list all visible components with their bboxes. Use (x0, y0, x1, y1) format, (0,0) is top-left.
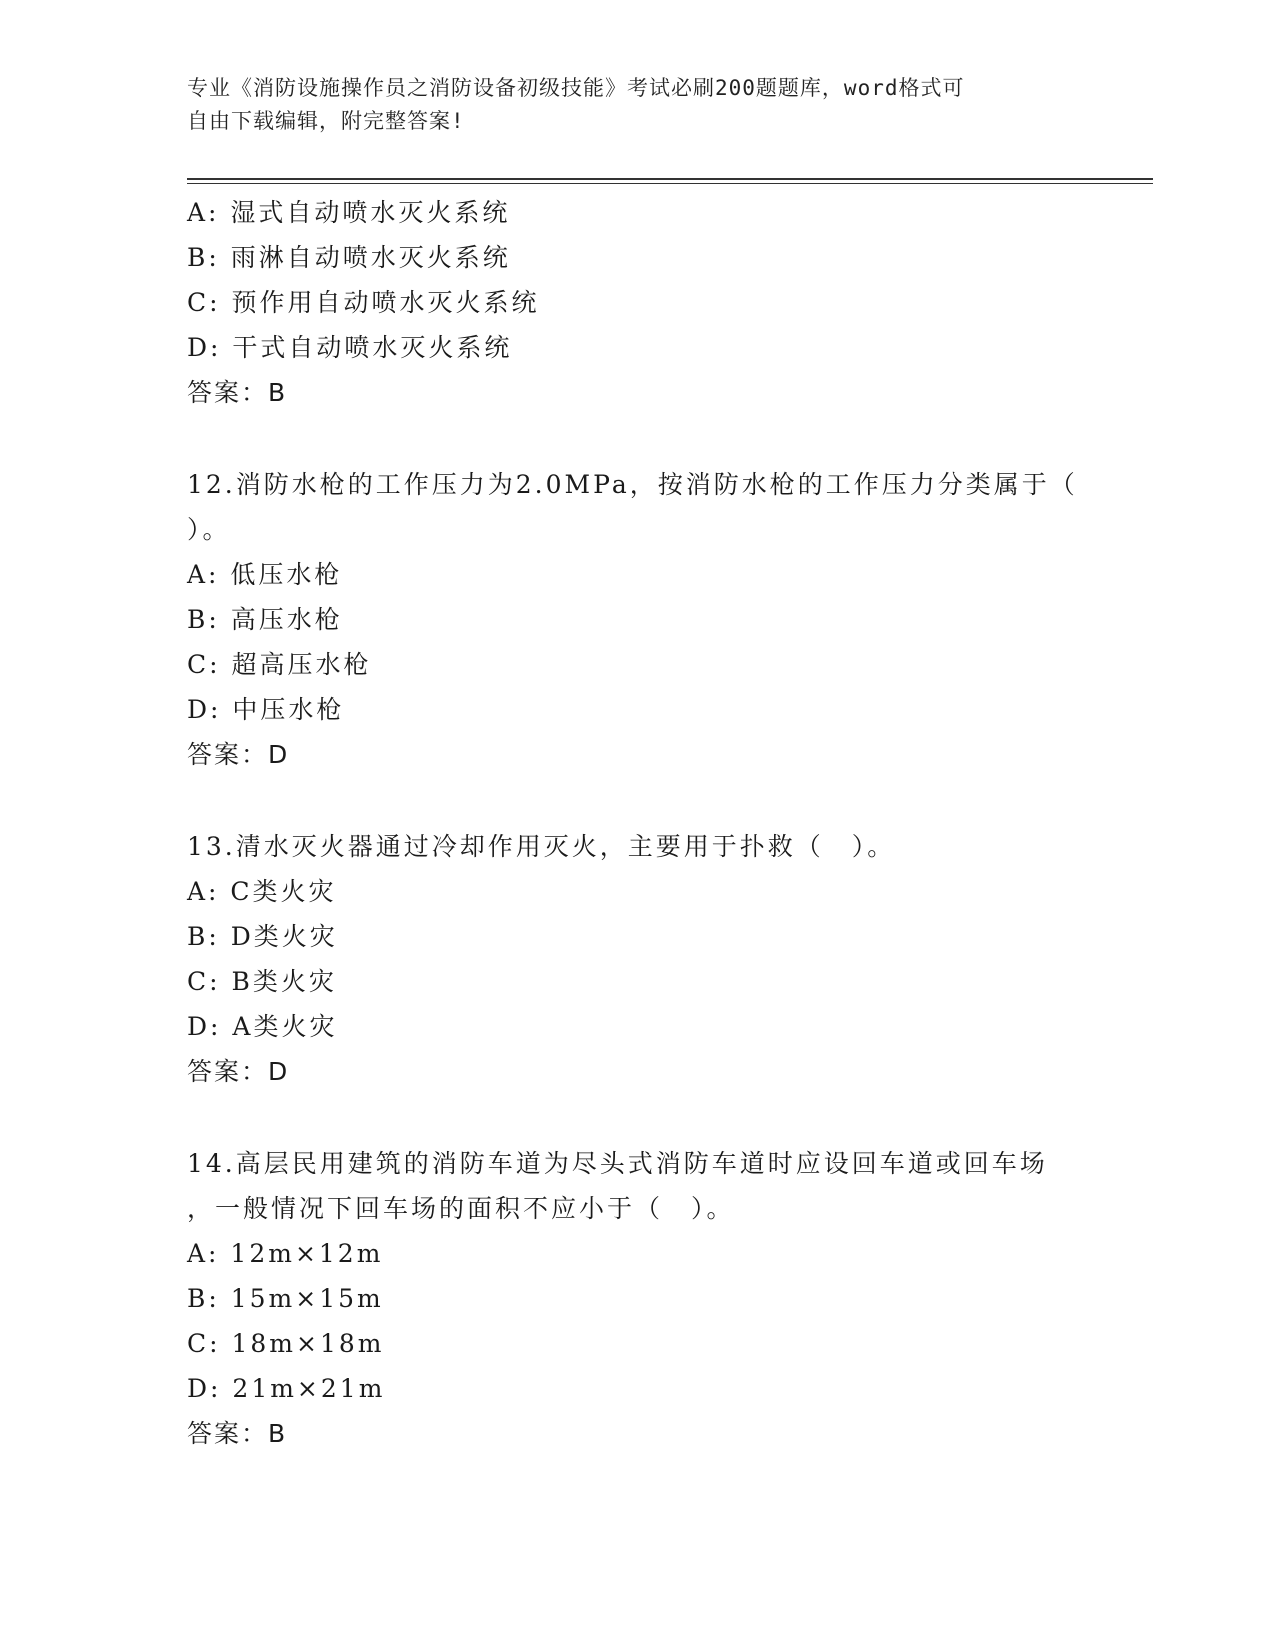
option-b: B: D类火灾 (187, 922, 338, 951)
option-a: A: 低压水枪 (187, 560, 343, 589)
option-d: D: A类火灾 (187, 1012, 338, 1041)
answer: 答案：D (187, 740, 290, 769)
header-divider (187, 178, 1153, 180)
question-list (187, 190, 1087, 1456)
question-14 (187, 1141, 1087, 1456)
option-c: C: B类火灾 (187, 967, 337, 996)
header-line-1: 专业《消防设施操作员之消防设备初级技能》考试必刷200题题库，word格式可 (187, 76, 965, 100)
option-a: A: 12m×12m (187, 1239, 384, 1268)
option-a: A: C类火灾 (187, 877, 337, 906)
answer: 答案：D (187, 1057, 290, 1086)
answer: 答案：B (187, 1419, 288, 1448)
option-a: A: 湿式自动喷水灭火系统 (187, 198, 511, 227)
option-d: D: 中压水枪 (187, 695, 345, 724)
option-b: B: 15m×15m (187, 1284, 384, 1313)
question-stem: 12.消防水枪的工作压力为2.0MPa，按消防水枪的工作压力分类属于（ (187, 470, 1078, 499)
question-stem-cont: ）。 (187, 515, 231, 544)
answer: 答案：B (187, 378, 288, 407)
header-divider-thin (187, 183, 1153, 184)
option-c: C: 预作用自动喷水灭火系统 (187, 288, 540, 317)
question-stem: 13.清水灭火器通过冷却作用灭火，主要用于扑救（ ）。 (187, 832, 896, 861)
header-line-2: 自由下载编辑，附完整答案! (187, 109, 465, 133)
question-stem: 14.高层民用建筑的消防车道为尽头式消防车道时应设回车道或回车场 (187, 1149, 1048, 1178)
option-b: B: 高压水枪 (187, 605, 343, 634)
question-stem-cont: ，一般情况下回车场的面积不应小于（ ）。 (187, 1194, 735, 1223)
option-c: C: 超高压水枪 (187, 650, 372, 679)
question-13 (187, 824, 1087, 1094)
option-b: B: 雨淋自动喷水灭火系统 (187, 243, 511, 272)
document-header (187, 72, 1067, 138)
option-c: C: 18m×18m (187, 1329, 385, 1358)
option-d: D: 干式自动喷水灭火系统 (187, 333, 513, 362)
question-12 (187, 462, 1087, 777)
question-11 (187, 190, 1087, 415)
option-d: D: 21m×21m (187, 1374, 386, 1403)
